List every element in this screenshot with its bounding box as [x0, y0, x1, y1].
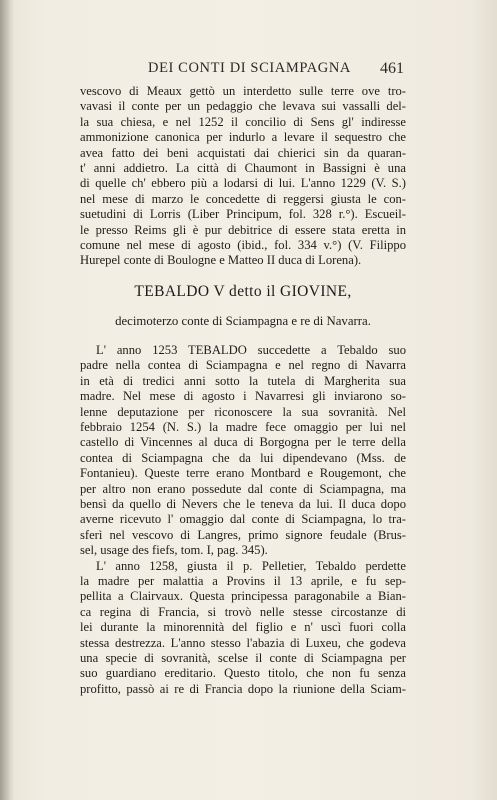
- text-line: suo guardiano ereditario. Questo titolo, che non fu senza: [80, 666, 406, 681]
- body-text: [80, 84, 406, 697]
- text-line: suetudini di Lorris (Liber Principum, fol. 328 r.°). Escueil-: [80, 207, 406, 222]
- section-title: TEBALDO V detto il GIOVINE,: [134, 282, 352, 300]
- text-line: di quelle ch' ebbero più a lodarsi di lui. L'anno 1229 (V. S.): [80, 176, 406, 191]
- intro-paragraph: [80, 84, 406, 269]
- text-line: profitto, passò ai re di Francia dopo la riunione della Sciam-: [80, 681, 406, 696]
- text-line: la madre per malattia a Provins il 13 aprile, e fu sep-: [80, 573, 406, 588]
- spine-shadow: [0, 0, 14, 800]
- text-line: Hurepel conte di Boulogne e Matteo II duca di Lorena).: [80, 253, 362, 268]
- text-line: sel, usage des fiefs, tom. I, pag. 345).: [80, 543, 268, 558]
- text-line: lenne deputazione per riconoscere la sua sovranità. Nel: [80, 404, 406, 419]
- text-line: sferì nel vescovo di Langres, primo signore feudale (Brus-: [80, 527, 406, 542]
- text-line: comune nel mese di agosto (ibid., fol. 334 v.°) (V. Filippo: [80, 238, 406, 253]
- text-line: pellita a Clairvaux. Questa principessa paragonabile a Bian-: [80, 589, 406, 604]
- text-line: averne ricevuto l' omaggio dal conte di Sciampagna, lo tra-: [80, 512, 406, 527]
- running-title: DEI CONTI DI SCIAMPAGNA: [148, 60, 351, 76]
- text-line: bensì da quello di Nevers che le teneva da lui. Il duca dopo: [80, 496, 406, 511]
- text-line: una specie di sovranità, scelse il conte di Sciampagna per: [80, 651, 406, 665]
- text-line: vescovo di Meaux gettò un interdetto sulle terre ove tro-: [80, 84, 406, 98]
- text-line: febbraio 1254 (N. S.) la madre fece omaggio per lui nel: [80, 419, 406, 434]
- text-line: L' anno 1253 TEBALDO succedette a Tebaldo suo: [96, 342, 406, 357]
- text-line: vavasi il conte per un pedaggio che levava sui vassalli del-: [80, 99, 406, 114]
- section-subtitle: decimoterzo conte di Sciampagna e re di Navarra.: [115, 313, 371, 328]
- text-line: castello di Vincennes al duca di Borgogna per le terre della: [80, 435, 406, 450]
- paragraph-1: [80, 343, 406, 559]
- text-line: lei durante la minorennità del figlio e n' uscì fuori colla: [80, 620, 406, 635]
- text-line: per altro non erano possedute dal conte di Sciampagna, ma: [80, 481, 406, 496]
- text-line: in età di tredici anni sotto la tutela di Margherita sua: [80, 373, 406, 388]
- text-line: nel mese di marzo le concedette di reggersi giusta le con-: [80, 191, 406, 206]
- text-line: ca regina di Francia, si trovò nelle stesse circostanze di: [80, 604, 406, 619]
- text-line: ammonizione canonica per indurlo a levare il sequestro che: [80, 130, 406, 145]
- text-line: L' anno 1258, giusta il p. Pelletier, Tebaldo perdette: [96, 558, 406, 573]
- text-line: madre. Nel mese di agosto i Navarresi gli inviarono so-: [80, 389, 406, 404]
- text-line: t' anni addietro. La città di Chaumont in Bassigni è una: [80, 161, 406, 176]
- text-line: avea fatto dei beni acquistati dai chierici sin da quaran-: [80, 145, 406, 160]
- page-number: 461: [380, 60, 404, 77]
- text-line: contea di Sciampagna che da lui dipendevano (Mss. de: [80, 450, 406, 465]
- page-header: [0, 60, 497, 82]
- text-line: stessa destrezza. L'anno stesso l'abazia di Luxeu, che godeva: [80, 635, 406, 650]
- paragraph-2: [80, 559, 406, 698]
- text-line: padre nella contea di Sciampagna e nel regno di Navarra: [80, 358, 406, 373]
- text-line: la sua chiesa, e nel 1252 il concilio di Sens gl' indiresse: [80, 114, 406, 129]
- text-line: le presso Reims gli è pur debitrice di essere stata eretta in: [80, 222, 406, 237]
- text-line: Fontanieu). Queste terre erano Montbard e Rougemont, che: [80, 466, 406, 481]
